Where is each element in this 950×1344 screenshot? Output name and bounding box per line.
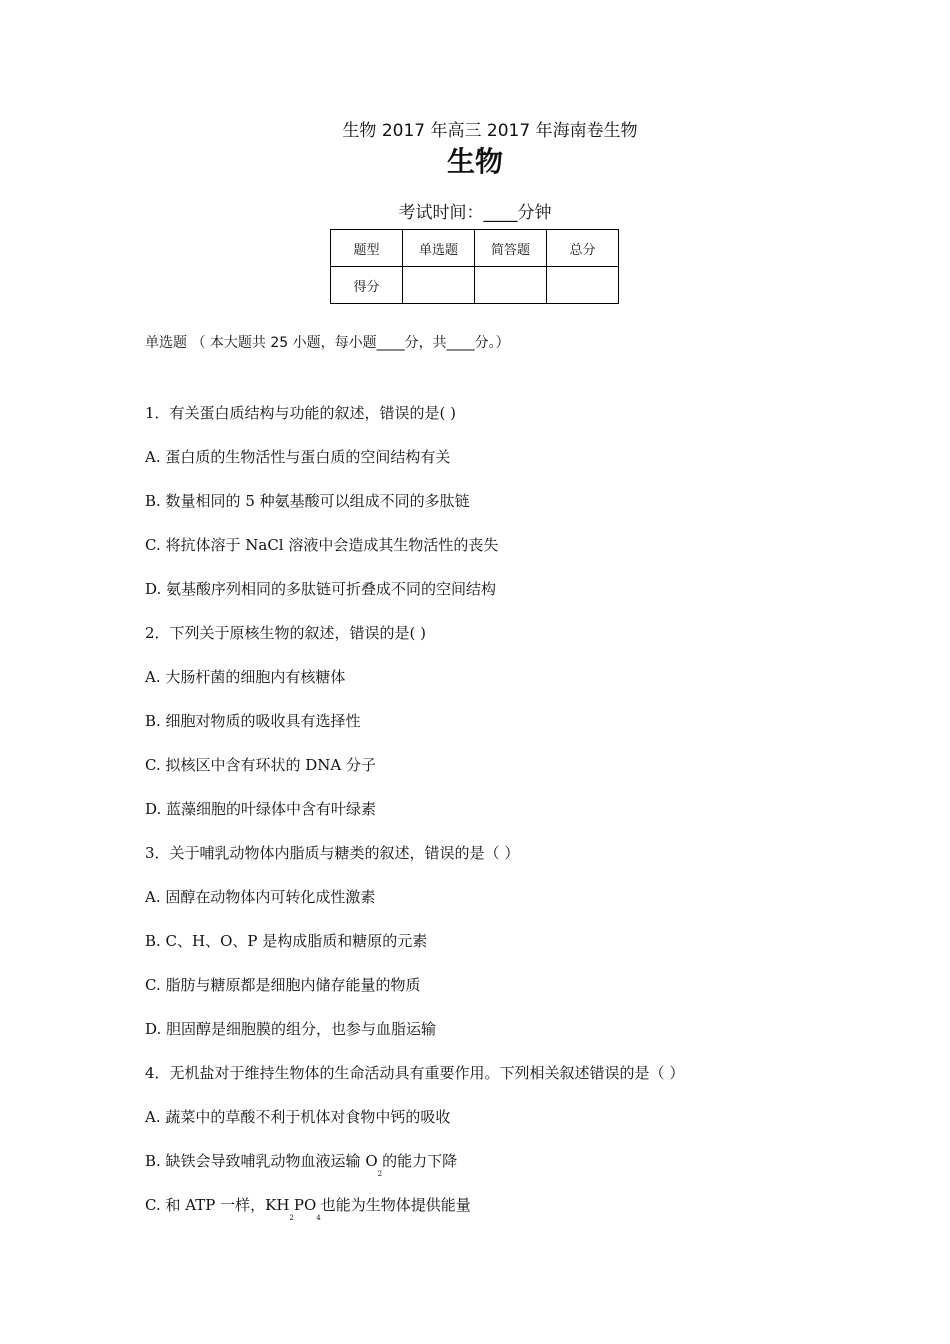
option-text-part: 也能为生物体提供能量: [320, 1196, 471, 1214]
score-table-header: 题型: [331, 230, 403, 267]
score-table: [330, 229, 619, 304]
option-text: A. 蔬菜中的草酸不利于机体对食物中钙的吸收: [145, 1108, 451, 1126]
score-cell: [547, 267, 619, 304]
option-text: B. C、H、O、P 是构成脂质和糖原的元素: [145, 932, 428, 950]
subscript: 4: [316, 1214, 321, 1222]
option-text: C. 脂肪与糖原都是细胞内储存能量的物质: [145, 976, 421, 994]
subscript: 2: [377, 1170, 383, 1178]
option-text: A. 大肠杆菌的细胞内有核糖体: [145, 668, 346, 686]
option-text: [145, 1150, 457, 1178]
section-heading: 单选题 （ 本大题共 25 小题，每小题____分，共____分。）: [145, 335, 510, 351]
option-text: B. 数量相同的 5 种氨基酸可以组成不同的多肽链: [145, 492, 470, 510]
score-table-header: 单选题: [403, 230, 475, 267]
option-text: [145, 1194, 471, 1222]
option-text-part: C. 和 ATP 一样，KH: [145, 1196, 290, 1214]
question-stem: 3．关于哺乳动物体内脂质与糖类的叙述，错误的是（ ）: [145, 844, 520, 862]
option-text: C. 将抗体溶于 NaCl 溶液中会造成其生物活性的丧失: [145, 536, 499, 554]
question-stem: 4．无机盐对于维持生物体的生命活动具有重要作用。下列相关叙述错误的是（ ）: [145, 1064, 685, 1082]
subscript: 2: [289, 1214, 294, 1222]
document-title: 生物 2017 年高三 2017 年海南卷生物: [342, 121, 638, 141]
score-cell: [403, 267, 475, 304]
score-table-header: 总分: [547, 230, 619, 267]
question-stem: 2．下列关于原核生物的叙述，错误的是( ): [145, 624, 427, 642]
exam-time: 考试时间：____分钟: [398, 203, 552, 223]
document-subtitle: 生物: [446, 145, 503, 178]
score-table-row: [331, 267, 619, 304]
option-text: B. 细胞对物质的吸收具有选择性: [145, 712, 361, 730]
score-cell: [475, 267, 547, 304]
option-text-part: B. 缺铁会导致哺乳动物血液运输 O: [145, 1152, 378, 1170]
score-table-header: 简答题: [475, 230, 547, 267]
option-text: A. 固醇在动物体内可转化成性激素: [145, 888, 376, 906]
option-text: D. 氨基酸序列相同的多肽链可折叠成不同的空间结构: [145, 580, 497, 598]
score-table-row-label: 得分: [331, 267, 403, 304]
option-text: D. 蓝藻细胞的叶绿体中含有叶绿素: [145, 800, 377, 818]
option-text: A. 蛋白质的生物活性与蛋白质的空间结构有关: [145, 448, 451, 466]
option-text: C. 拟核区中含有环状的 DNA 分子: [145, 756, 376, 774]
score-table-header-row: [331, 230, 619, 267]
option-text-part: 的能力下降: [382, 1152, 458, 1170]
option-text-part: PO: [293, 1196, 317, 1214]
question-stem: 1．有关蛋白质结构与功能的叙述，错误的是( ): [145, 404, 457, 422]
option-text: D. 胆固醇是细胞膜的组分，也参与血脂运输: [145, 1020, 437, 1038]
